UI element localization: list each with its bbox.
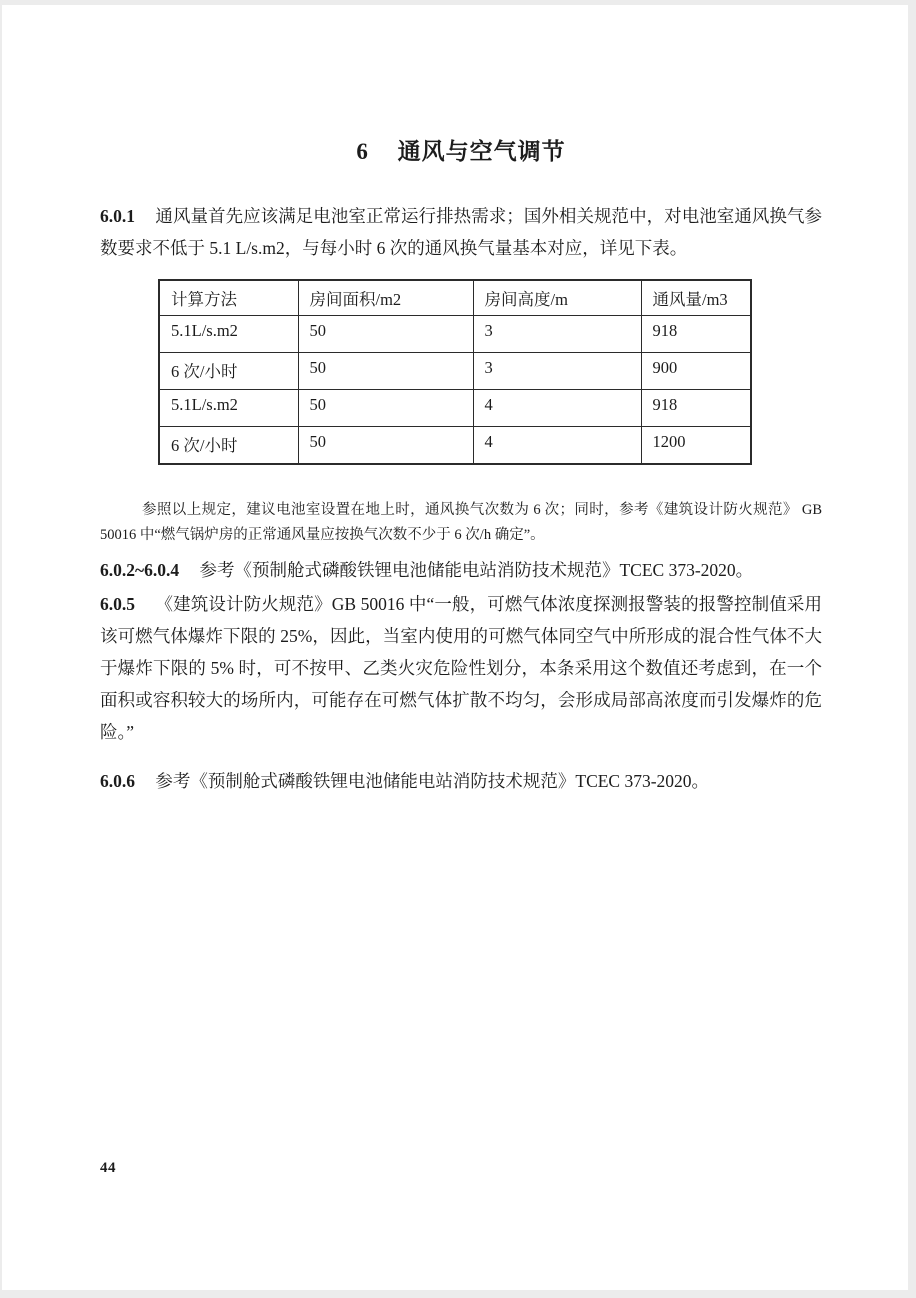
ventilation-table (158, 279, 752, 465)
clause-6-0-5 (100, 588, 822, 748)
table-header-cell: 房间面积/m2 (298, 280, 473, 316)
page-number: 44 (100, 1160, 116, 1176)
clause-label: 6.0.5 (100, 594, 135, 614)
table-cell: 4 (473, 427, 641, 465)
chapter-number: 6 (356, 139, 369, 164)
chapter-title-text: 通风与空气调节 (397, 139, 566, 164)
table-cell: 3 (473, 316, 641, 353)
clause-label: 6.0.2~6.0.4 (100, 560, 180, 580)
table-cell: 5.1L/s.m2 (159, 316, 298, 353)
document-page (2, 5, 908, 1290)
table-cell: 50 (298, 353, 473, 390)
table-cell: 50 (298, 316, 473, 353)
table-header-cell: 房间高度/m (473, 280, 641, 316)
clause-label: 6.0.1 (100, 206, 135, 226)
chapter-title (100, 5, 822, 166)
table-cell: 918 (641, 390, 751, 427)
table-row (159, 390, 751, 427)
table-cell: 50 (298, 390, 473, 427)
clause-text: 《建筑设计防火规范》GB 50016 中“一般，可燃气体浓度探测报警装的报警控制值采用该可燃气体爆炸下限的 25%，因此，当室内使用的可燃气体同空气中所形成的混合性气体不大于爆炸下限的 5% 时，可不按甲、乙类火灾危险性划分，本条采用这个数值还考虑到，在一个面积或容积较大的场所内，可能存在可燃气体扩散不均匀，会形成局部高浓度而引发爆炸的危险。” (100, 594, 823, 742)
clause-text: 参考《预制舱式磷酸铁锂电池储能电站消防技术规范》TCEC 373-2020。 (155, 771, 710, 791)
table-cell: 900 (641, 353, 751, 390)
table-cell: 4 (473, 390, 641, 427)
table-cell: 6 次/小时 (159, 353, 298, 390)
table-cell: 918 (641, 316, 751, 353)
clause-6-0-6 (100, 765, 822, 797)
table-row (159, 427, 751, 465)
table-cell: 5.1L/s.m2 (159, 390, 298, 427)
clause-label: 6.0.6 (100, 771, 135, 791)
clause-6-0-1 (100, 200, 822, 264)
note-paragraph: 参照以上规定，建议电池室设置在地上时，通风换气次数为 6 次；同时，参考《建筑设计防火规范》 GB 50016 中“燃气锅炉房的正常通风量应按换气次数不少于 6 次/h 确定”。 (100, 502, 822, 543)
clause-text: 参考《预制舱式磷酸铁锂电池储能电站消防技术规范》TCEC 373-2020。 (199, 560, 754, 580)
table-header-cell: 通风量/m3 (641, 280, 751, 316)
table-header-row (159, 280, 751, 316)
clause-6-0-2-to-6-0-4 (100, 554, 822, 586)
table-cell: 50 (298, 427, 473, 465)
clause-text: 通风量首先应该满足电池室正常运行排热需求；国外相关规范中，对电池室通风换气参数要求不低于 5.1 L/s.m2，与每小时 6 次的通风换气量基本对应，详见下表。 (100, 206, 823, 258)
table-cell: 6 次/小时 (159, 427, 298, 465)
table-row (159, 353, 751, 390)
table-header-cell: 计算方法 (159, 280, 298, 316)
table-cell: 3 (473, 353, 641, 390)
page-content (2, 5, 908, 797)
table-cell: 1200 (641, 427, 751, 465)
table-row (159, 316, 751, 353)
